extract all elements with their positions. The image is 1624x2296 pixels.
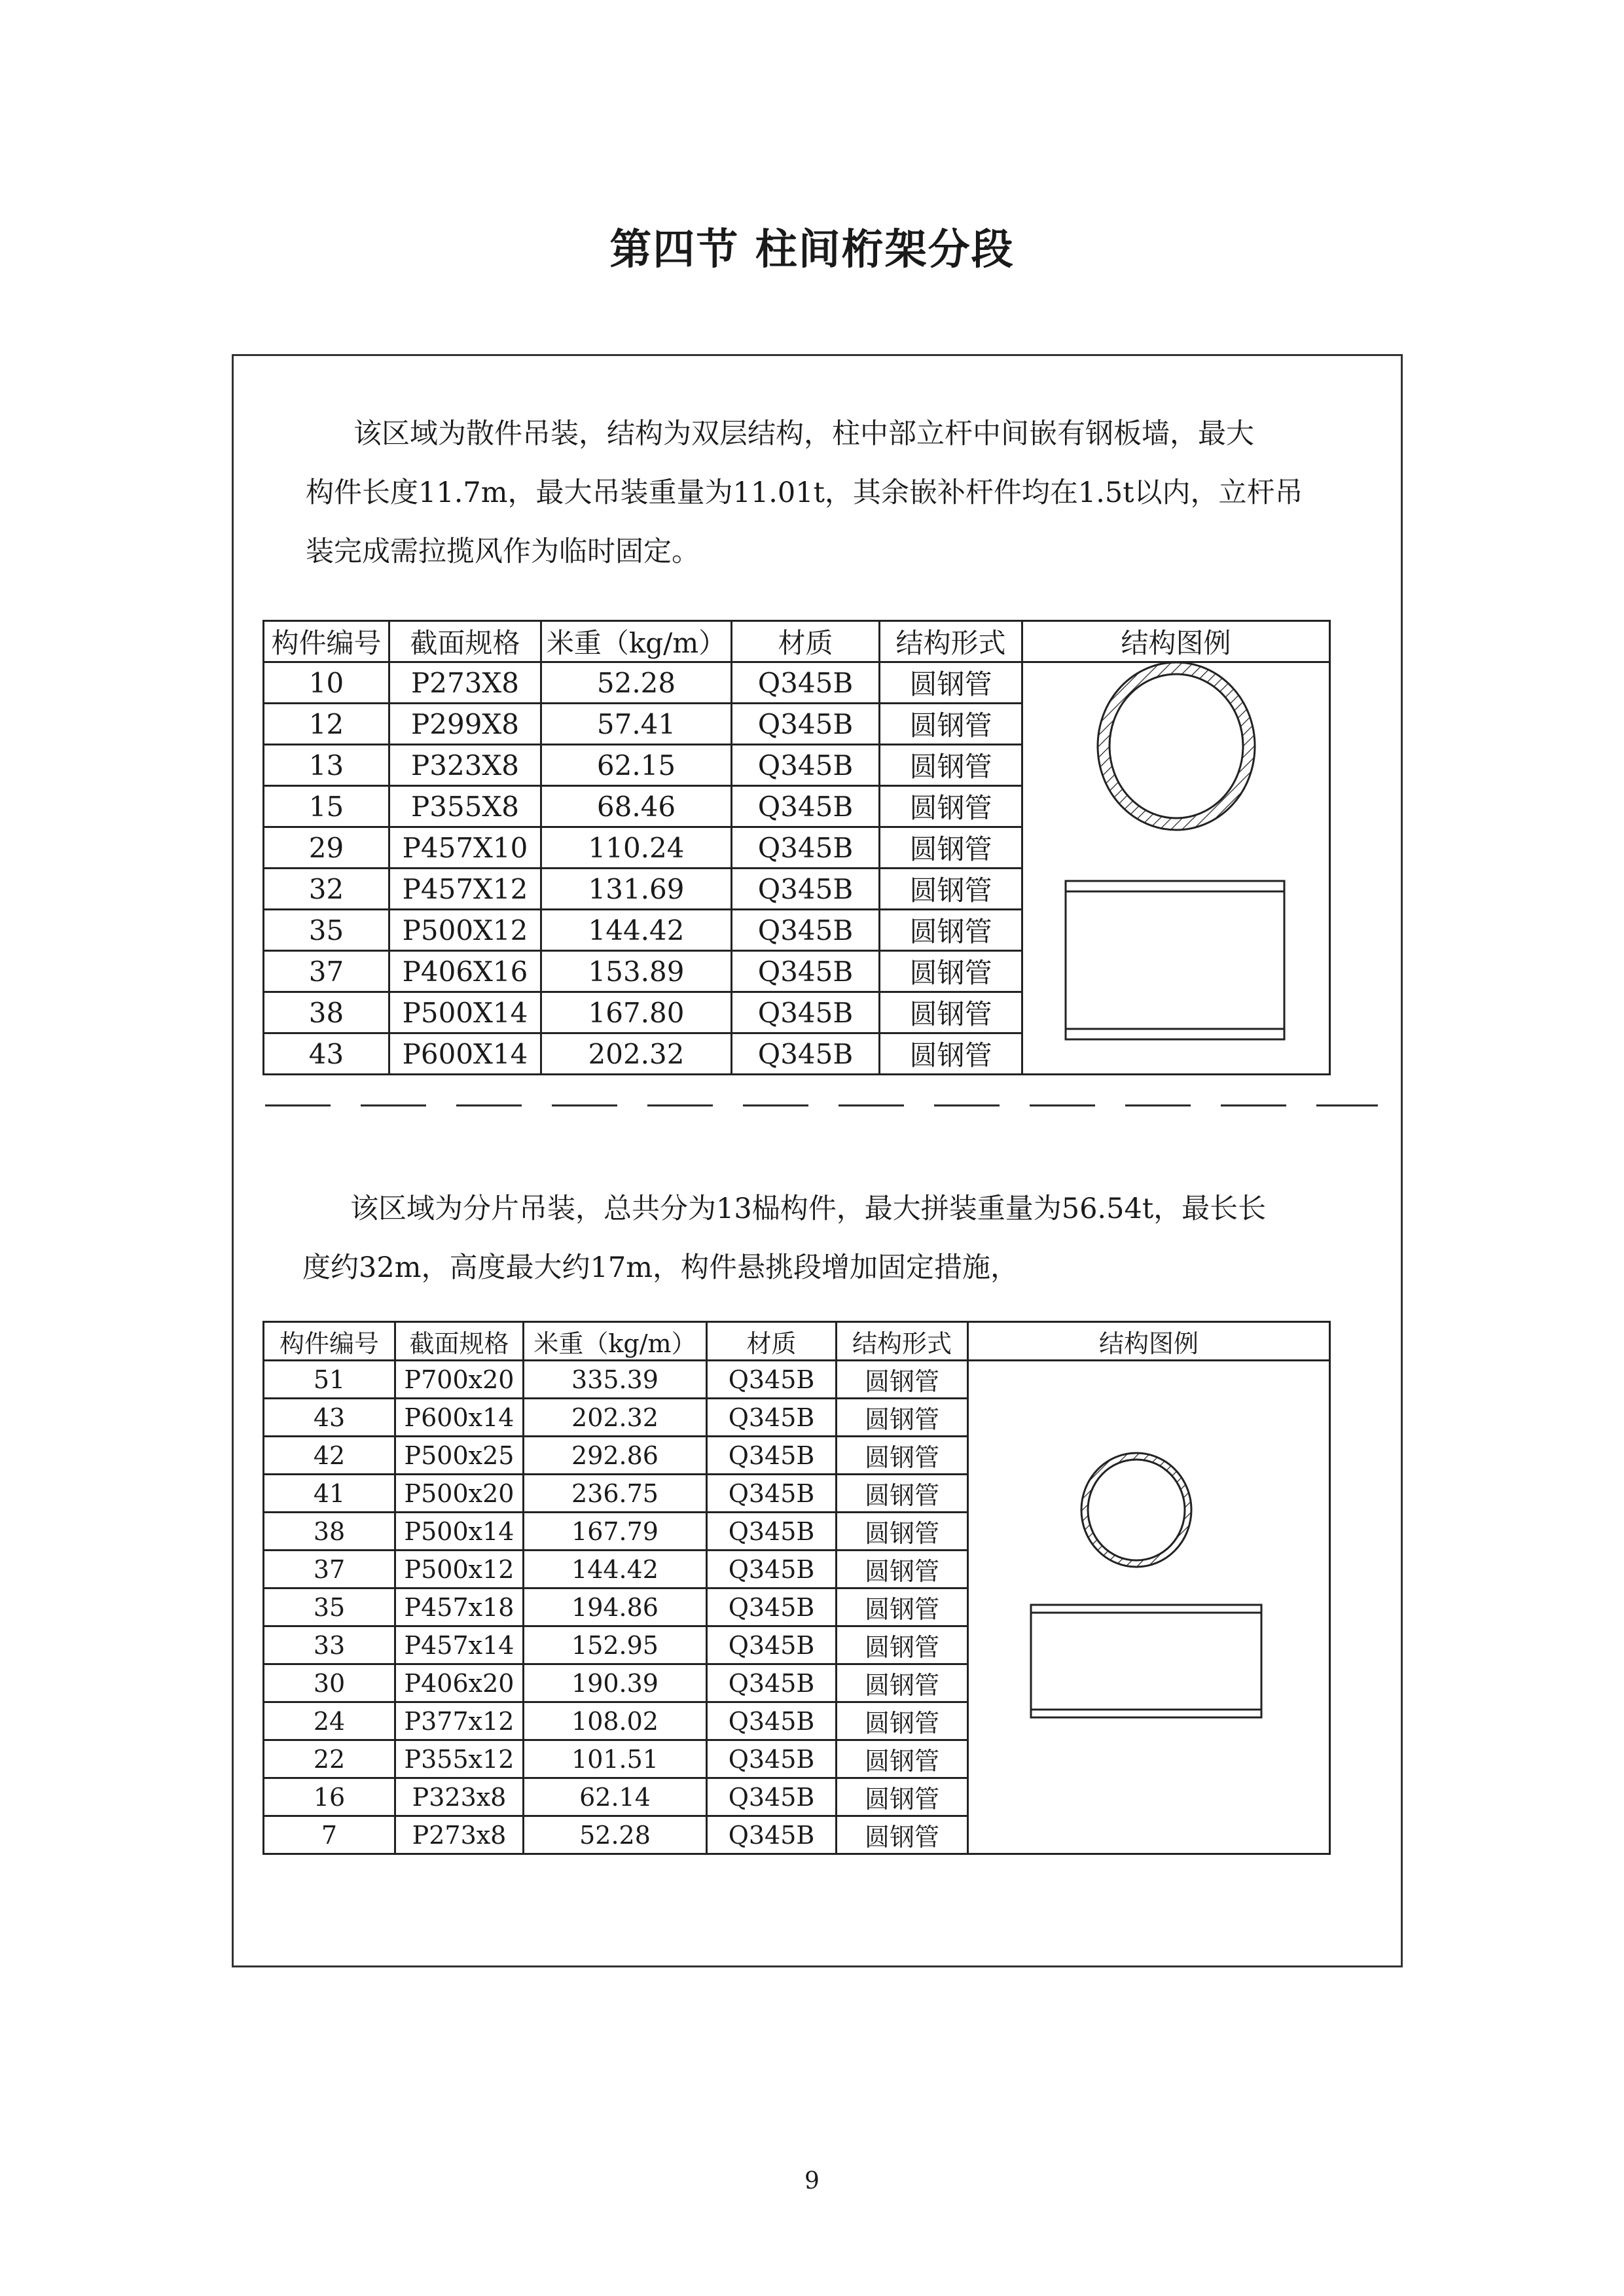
cell-section-spec: P500x12 [395,1551,524,1588]
cell-section-spec: P600X14 [389,1033,541,1075]
cell-weight-per-meter: 52.28 [541,662,732,704]
cell-structure-form: 圆钢管 [837,1740,968,1778]
cell-member-no: 41 [264,1475,395,1513]
cell-section-spec: P299X8 [389,704,541,745]
cell-weight-per-meter: 152.95 [524,1626,707,1664]
cell-section-spec: P500X12 [389,910,541,951]
cell-material: Q345B [732,662,880,704]
cell-member-no: 10 [264,662,389,704]
cell-material: Q345B [707,1740,837,1778]
cell-weight-per-meter: 335.39 [524,1361,707,1399]
member-table-2 [262,1321,1331,1855]
cell-section-spec: P406X16 [389,951,541,992]
cell-material: Q345B [707,1816,837,1854]
cell-section-spec: P457X12 [389,869,541,910]
header-material: 材质 [732,621,880,662]
cell-structure-form: 圆钢管 [837,1626,968,1664]
cell-weight-per-meter: 167.80 [541,992,732,1033]
cell-section-spec: P457x14 [395,1626,524,1664]
cell-weight-per-meter: 62.15 [541,745,732,786]
paragraph-line: 构件长度11.7m，最大吊装重量为11.01t，其余嵌补杆件均在1.5t以内，立杆吊 [306,476,1303,509]
cell-material: Q345B [732,704,880,745]
cell-material: Q345B [732,992,880,1033]
paragraph-line: 装完成需拉揽风作为临时固定。 [306,535,700,568]
cell-member-no: 35 [264,910,389,951]
cell-weight-per-meter: 202.32 [541,1033,732,1075]
cell-member-no: 38 [264,1513,395,1551]
cell-weight-per-meter: 62.14 [524,1778,707,1816]
cell-weight-per-meter: 52.28 [524,1816,707,1854]
cell-material: Q345B [707,1588,837,1626]
cell-section-spec: P273X8 [389,662,541,704]
cell-material: Q345B [707,1551,837,1588]
cell-member-no: 12 [264,704,389,745]
cell-section-spec: P500x14 [395,1513,524,1551]
cell-weight-per-meter: 101.51 [524,1740,707,1778]
cell-section-spec: P600x14 [395,1399,524,1437]
cell-section-spec: P355X8 [389,786,541,827]
cell-material: Q345B [707,1361,837,1399]
header-section-spec: 截面规格 [389,621,541,662]
cell-structure-form: 圆钢管 [880,827,1022,869]
cell-member-no: 38 [264,992,389,1033]
cell-structure-form: 圆钢管 [837,1816,968,1854]
cell-weight-per-meter: 110.24 [541,827,732,869]
page-number: 9 [804,2168,820,2195]
cell-material: Q345B [732,1033,880,1075]
cell-member-no: 43 [264,1399,395,1437]
cell-member-no: 22 [264,1740,395,1778]
header-structure-form: 结构形式 [837,1322,968,1361]
cell-member-no: 37 [264,951,389,992]
header-material: 材质 [707,1322,837,1361]
cell-member-no: 15 [264,786,389,827]
cell-structure-form: 圆钢管 [837,1588,968,1626]
cell-member-no: 30 [264,1664,395,1702]
cell-structure-form: 圆钢管 [880,1033,1022,1075]
cell-section-spec: P355x12 [395,1740,524,1778]
cell-structure-form: 圆钢管 [880,992,1022,1033]
cell-material: Q345B [707,1437,837,1475]
paragraph-line: 该区域为分片吊装，总共分为13榀构件，最大拼装重量为56.54t，最长长 [350,1193,1267,1225]
cell-member-no: 29 [264,827,389,869]
header-structure-legend: 结构图例 [1022,621,1330,662]
section-divider [265,1103,1378,1109]
paragraph-line: 该区域为散件吊装，结构为双层结构，柱中部立杆中间嵌有钢板墙，最大 [353,418,1254,450]
section2-paragraph [302,1179,1266,1297]
header-weight-per-meter: 米重（kg/m） [524,1322,707,1361]
cell-section-spec: P500x20 [395,1475,524,1513]
header-weight-per-meter: 米重（kg/m） [541,621,732,662]
cell-structure-form: 圆钢管 [880,869,1022,910]
cell-weight-per-meter: 153.89 [541,951,732,992]
cell-structure-form: 圆钢管 [837,1551,968,1588]
pipe-elevation-icon [1030,1604,1264,1721]
cell-structure-form: 圆钢管 [837,1399,968,1437]
cell-member-no: 16 [264,1778,395,1816]
table-header-row [264,1322,1330,1361]
cell-structure-form: 圆钢管 [880,786,1022,827]
cell-section-spec: P273x8 [395,1816,524,1854]
cell-structure-form: 圆钢管 [880,662,1022,704]
cell-material: Q345B [707,1399,837,1437]
cell-structure-form: 圆钢管 [837,1513,968,1551]
cell-weight-per-meter: 144.42 [524,1551,707,1588]
header-member-no: 构件编号 [264,1322,395,1361]
header-structure-form: 结构形式 [880,621,1022,662]
cell-structure-form: 圆钢管 [837,1361,968,1399]
cell-weight-per-meter: 108.02 [524,1702,707,1740]
cell-material: Q345B [732,827,880,869]
cell-structure-form: 圆钢管 [837,1475,968,1513]
cell-member-no: 24 [264,1702,395,1740]
cell-member-no: 37 [264,1551,395,1588]
cell-member-no: 32 [264,869,389,910]
table-row [264,1361,1330,1399]
cell-structure-form: 圆钢管 [837,1664,968,1702]
cell-structure-form: 圆钢管 [880,745,1022,786]
cell-material: Q345B [707,1475,837,1513]
cell-weight-per-meter: 68.46 [541,786,732,827]
cell-weight-per-meter: 131.69 [541,869,732,910]
cell-material: Q345B [732,745,880,786]
paragraph-line: 度约32m，高度最大约17m，构件悬挑段增加固定措施， [302,1251,1019,1284]
cell-weight-per-meter: 190.39 [524,1664,707,1702]
cell-section-spec: P406x20 [395,1664,524,1702]
cell-material: Q345B [707,1664,837,1702]
pipe-cross-section-icon [1087,658,1270,841]
cell-section-spec: P700x20 [395,1361,524,1399]
header-member-no: 构件编号 [264,621,389,662]
header-section-spec: 截面规格 [395,1322,524,1361]
cell-section-spec: P457X10 [389,827,541,869]
cell-section-spec: P377x12 [395,1702,524,1740]
cell-material: Q345B [732,910,880,951]
cell-weight-per-meter: 292.86 [524,1437,707,1475]
cell-material: Q345B [707,1626,837,1664]
cell-member-no: 33 [264,1626,395,1664]
cell-material: Q345B [732,786,880,827]
cell-structure-form: 圆钢管 [837,1702,968,1740]
pipe-elevation-icon [1064,880,1287,1043]
cell-weight-per-meter: 202.32 [524,1399,707,1437]
cell-weight-per-meter: 57.41 [541,704,732,745]
section-title: 第四节 柱间桁架分段 [609,225,1015,274]
table-header-row [264,621,1330,662]
pipe-cross-section-icon [1077,1448,1195,1572]
cell-material: Q345B [732,951,880,992]
section1-paragraph [306,404,1303,581]
cell-weight-per-meter: 236.75 [524,1475,707,1513]
header-structure-legend: 结构图例 [968,1322,1330,1361]
cell-structure-form: 圆钢管 [880,910,1022,951]
cell-section-spec: P323x8 [395,1778,524,1816]
cell-member-no: 43 [264,1033,389,1075]
cell-material: Q345B [707,1702,837,1740]
cell-weight-per-meter: 167.79 [524,1513,707,1551]
cell-member-no: 7 [264,1816,395,1854]
cell-material: Q345B [707,1513,837,1551]
cell-structure-form: 圆钢管 [837,1778,968,1816]
cell-structure-form: 圆钢管 [880,704,1022,745]
cell-member-no: 42 [264,1437,395,1475]
cell-material: Q345B [707,1778,837,1816]
cell-weight-per-meter: 144.42 [541,910,732,951]
cell-section-spec: P457x18 [395,1588,524,1626]
cell-material: Q345B [732,869,880,910]
cell-member-no: 35 [264,1588,395,1626]
cell-section-spec: P500X14 [389,992,541,1033]
cell-member-no: 13 [264,745,389,786]
cell-section-spec: P500x25 [395,1437,524,1475]
cell-weight-per-meter: 194.86 [524,1588,707,1626]
cell-section-spec: P323X8 [389,745,541,786]
cell-structure-form: 圆钢管 [837,1437,968,1475]
cell-structure-form: 圆钢管 [880,951,1022,992]
cell-member-no: 51 [264,1361,395,1399]
